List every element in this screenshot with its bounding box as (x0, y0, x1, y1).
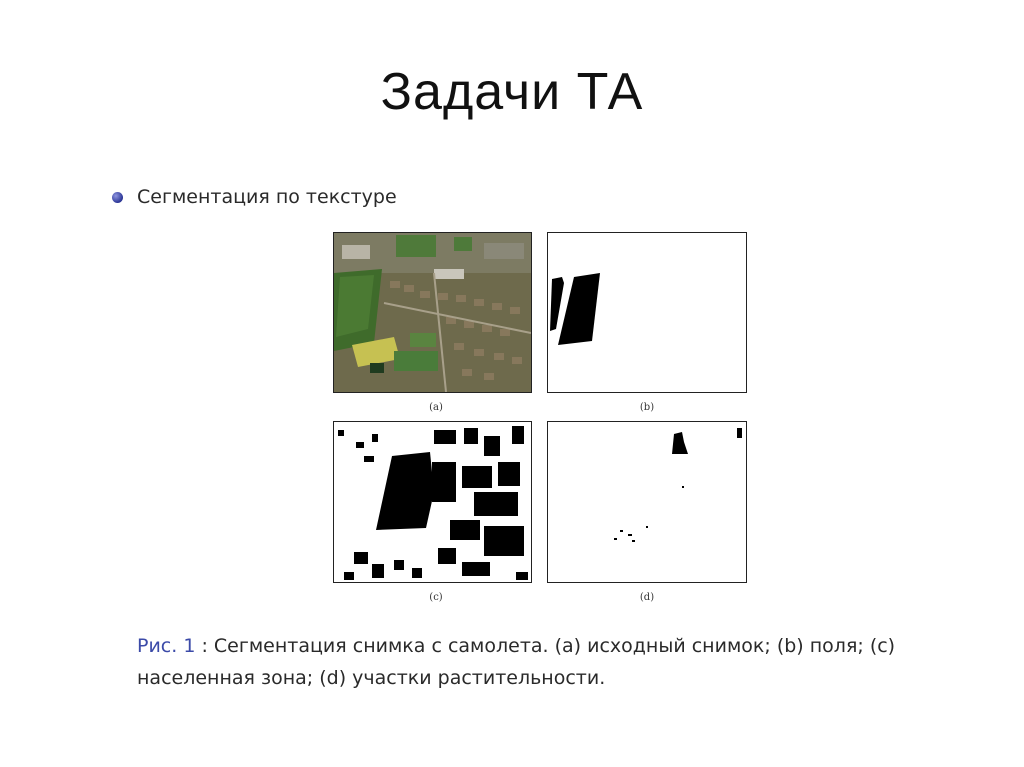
aerial-photo-image (333, 232, 532, 393)
panel-d-label: (d) (639, 592, 655, 603)
urban-mask-image (333, 421, 532, 583)
panel-c-label: (c) (429, 592, 443, 603)
panel-b-label: (b) (639, 402, 655, 413)
panel-a-label: (a) (429, 402, 443, 413)
bullet-dot-icon (112, 192, 123, 203)
vegetation-mask-image (547, 421, 747, 583)
caption-text: : Сегментация снимка с самолета. (a) исходный снимок; (b) поля; (c) населенная зона; (d) участки растительности. (137, 635, 896, 689)
fields-mask-image (547, 232, 747, 393)
figure-caption (137, 630, 927, 694)
bullet-item (112, 186, 397, 208)
slide-title: Задачи ТА (380, 63, 644, 121)
bullet-text: Сегментация по текстуре (137, 186, 397, 208)
caption-prefix: Рис. 1 (137, 635, 196, 657)
